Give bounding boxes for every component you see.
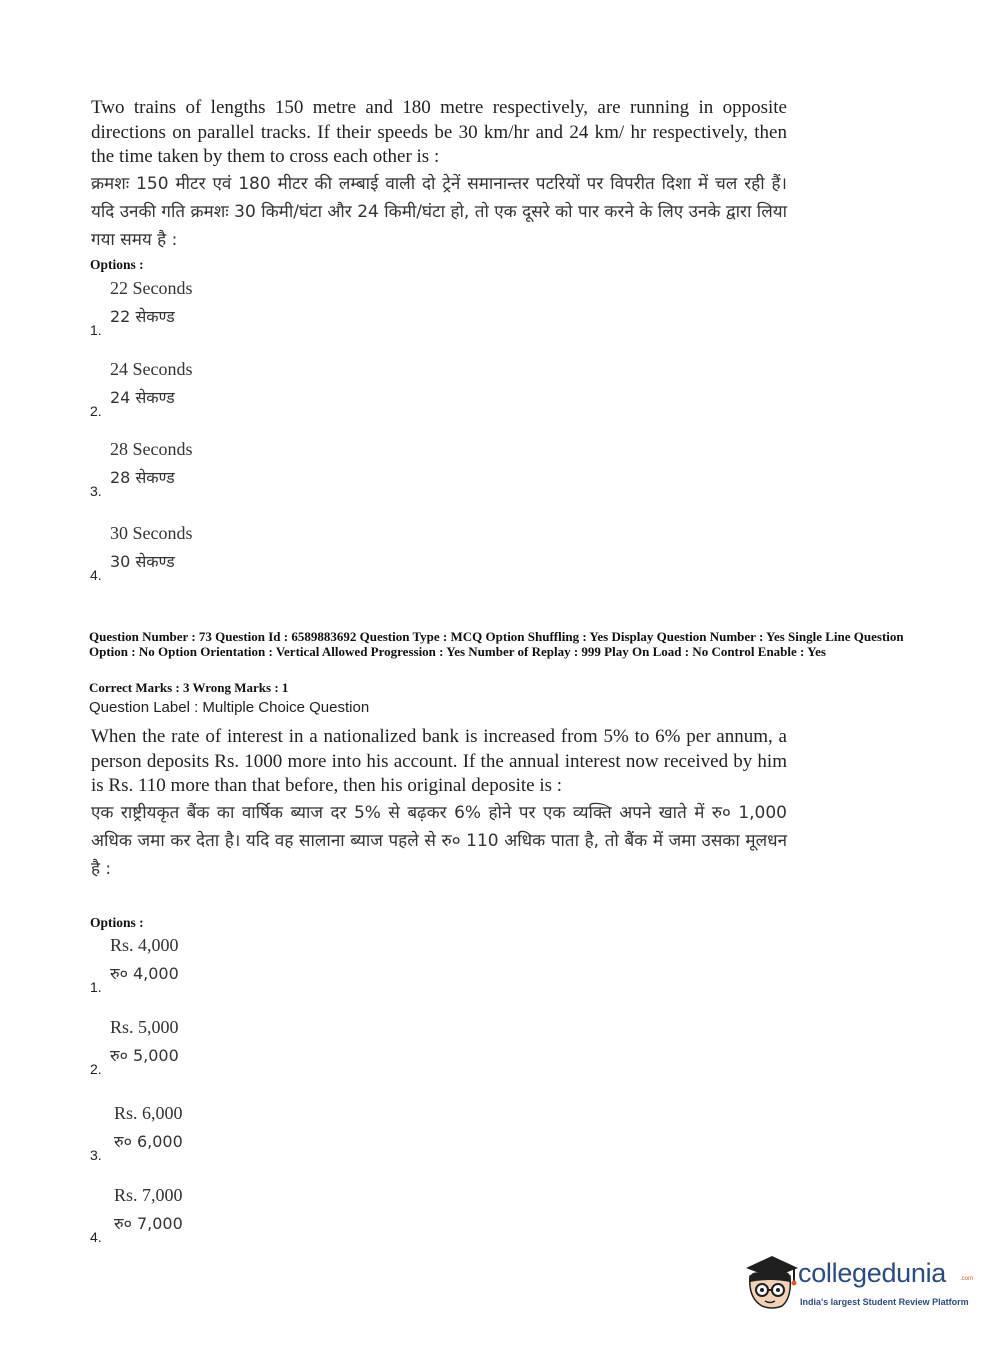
option-number: 1. bbox=[90, 322, 102, 338]
option-hindi: रु० 5,000 bbox=[110, 1046, 179, 1065]
option-english: 30 Seconds bbox=[110, 523, 193, 543]
question-2-label: Question Label : Multiple Choice Question bbox=[89, 699, 370, 716]
option-number: 4. bbox=[90, 567, 102, 583]
logo-brand-suffix: .com bbox=[960, 1276, 974, 1282]
option-hindi: रु० 4,000 bbox=[110, 964, 179, 983]
option-number: 1. bbox=[90, 979, 102, 995]
logo-brand-text: collegedunia bbox=[798, 1258, 947, 1288]
question-1-option-1[interactable] bbox=[90, 278, 390, 338]
logo-tagline: India's largest Student Review Platform bbox=[800, 1297, 969, 1307]
option-english: Rs. 5,000 bbox=[110, 1017, 179, 1037]
option-hindi: 24 सेकण्ड bbox=[110, 388, 175, 407]
graduate-mascot-icon bbox=[740, 1250, 800, 1312]
collegedunia-logo[interactable] bbox=[740, 1250, 974, 1320]
question-2-english: When the rate of interest in a nationalized bank is increased from 5% to 6% per annum, a person deposits Rs. 1000 more into his account. If the annual interest now received by him is Rs. 110 more than that before, then his original deposite is : bbox=[91, 726, 787, 796]
question-1-option-3[interactable] bbox=[90, 439, 390, 499]
question-2-option-4[interactable] bbox=[90, 1185, 390, 1245]
question-2-marks: Correct Marks : 3 Wrong Marks : 1 bbox=[89, 680, 289, 695]
question-2-text bbox=[91, 725, 787, 883]
option-number: 2. bbox=[90, 403, 102, 419]
question-1-option-4[interactable] bbox=[90, 523, 390, 583]
option-number: 2. bbox=[90, 1061, 102, 1077]
question-2-option-3[interactable] bbox=[90, 1103, 390, 1163]
question-1-text bbox=[91, 96, 787, 254]
option-number: 3. bbox=[90, 483, 102, 499]
question-2-option-1[interactable] bbox=[90, 935, 390, 995]
option-english: 28 Seconds bbox=[110, 439, 193, 459]
option-hindi: 30 सेकण्ड bbox=[110, 552, 175, 571]
question-2-option-2[interactable] bbox=[90, 1017, 390, 1077]
option-hindi: 22 सेकण्ड bbox=[110, 307, 175, 326]
question-1-english: Two trains of lengths 150 metre and 180 metre respectively, are running in opposite directions on parallel tracks. If their speeds be 30 km/hr and 24 km/ hr respectively, then the time taken by them to cross each other is : bbox=[91, 97, 787, 167]
question-1-hindi: क्रमशः 150 मीटर एवं 180 मीटर की लम्बाई वाली दो ट्रेनें समानान्तर पटरियों पर विपरीत दिशा में चल रही हैं। यदि उनकी गति क्रमशः 30 किमी/घंटा और 24 किमी/घंटा हो, तो एक दूसरे को पार करने के लिए उनके द्वारा लिया गया समय है : bbox=[91, 173, 787, 250]
option-english: Rs. 6,000 bbox=[114, 1103, 183, 1123]
question-1-options-label: Options : bbox=[90, 257, 144, 272]
option-number: 4. bbox=[90, 1229, 102, 1245]
option-hindi: रु० 7,000 bbox=[114, 1214, 183, 1233]
option-english: 24 Seconds bbox=[110, 359, 193, 379]
option-number: 3. bbox=[90, 1147, 102, 1163]
question-1-option-2[interactable] bbox=[90, 359, 390, 419]
question-2-hindi: एक राष्ट्रीयकृत बैंक का वार्षिक ब्याज दर 5% से बढ़कर 6% होने पर एक व्यक्ति अपने खाते में रु० 1,000 अधिक जमा कर देता है। यदि वह सालाना ब्याज पहले से रु० 110 अधिक पाता है, तो बैंक में जमा उसका मूलधन है : bbox=[91, 802, 787, 879]
question-2-metadata: Question Number : 73 Question Id : 6589883692 Question Type : MCQ Option Shuffling : Yes Display Question Number : Yes Single Line Question Option : No Option Orientation : Vertical Allowed Progression : Yes Number of Replay : 999 Play On Load : No Control Enable : Yes bbox=[89, 629, 904, 659]
option-hindi: रु० 6,000 bbox=[114, 1132, 183, 1151]
option-english: 22 Seconds bbox=[110, 278, 193, 298]
question-2-options-label: Options : bbox=[90, 915, 144, 930]
option-hindi: 28 सेकण्ड bbox=[110, 468, 175, 487]
option-english: Rs. 7,000 bbox=[114, 1185, 183, 1205]
option-english: Rs. 4,000 bbox=[110, 935, 179, 955]
